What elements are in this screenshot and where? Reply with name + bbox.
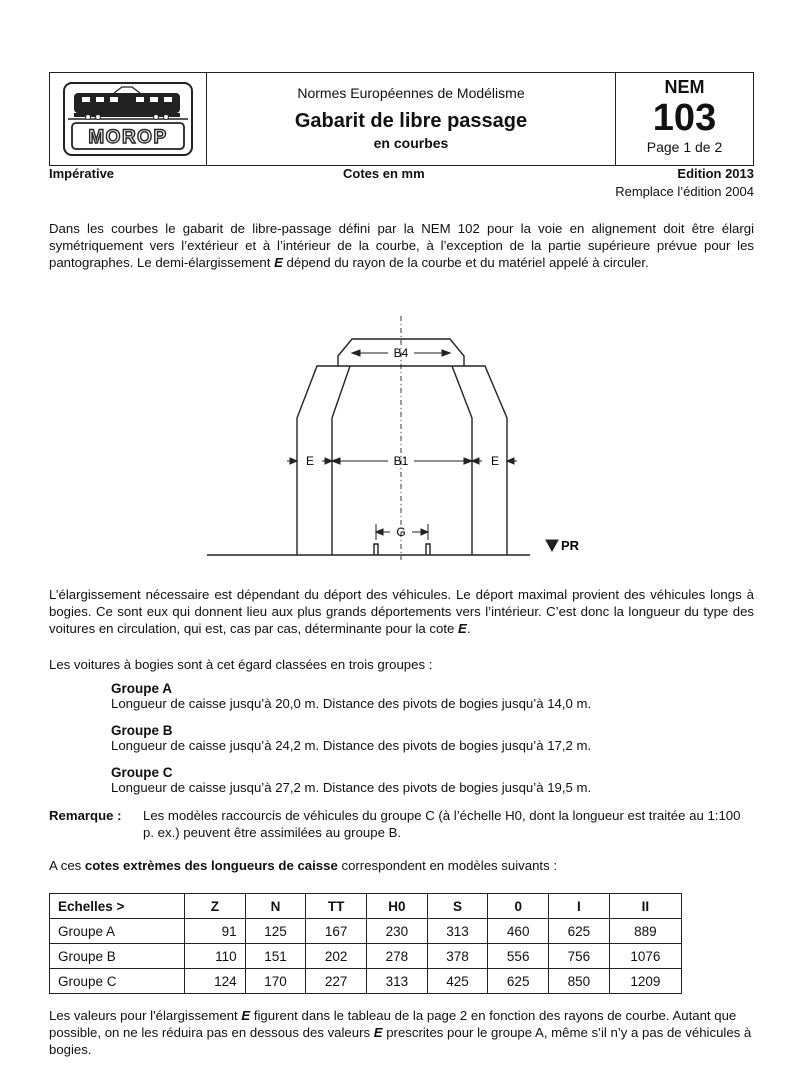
- table-cell: 110: [185, 944, 246, 969]
- table-row: [50, 919, 682, 944]
- table-intro: [49, 857, 754, 874]
- table-cell: 91: [185, 919, 246, 944]
- table-cell: 378: [427, 944, 488, 969]
- clearance-gauge-diagram: [200, 312, 620, 567]
- morop-logo: [50, 73, 207, 165]
- table-header-cell: S: [427, 894, 488, 919]
- status-label: Impérative: [49, 166, 115, 181]
- organization-name: Normes Européennes de Modélisme: [297, 85, 525, 101]
- groups-intro: Les voitures à bogies sont à cet égard classées en trois groupes :: [49, 657, 433, 672]
- replaces-note: Remplace l’édition 2004: [615, 184, 754, 199]
- table-header-cell: Z: [185, 894, 246, 919]
- document-title: Gabarit de libre passage: [294, 110, 528, 132]
- table-cell: 460: [488, 919, 549, 944]
- document-header: [49, 72, 754, 166]
- table-cell: 124: [185, 969, 246, 994]
- table-cell: 151: [245, 944, 306, 969]
- table-row: [50, 969, 682, 994]
- meta-row: [49, 166, 754, 182]
- table-cell: 425: [427, 969, 488, 994]
- table-header-cell: H0: [367, 894, 428, 919]
- table-cell: 125: [245, 919, 306, 944]
- para5-text: Les valeurs pour l'élargissement: [49, 1008, 242, 1023]
- units-label: Cotes en mm: [343, 166, 425, 181]
- table-header-row: [50, 894, 682, 919]
- standard-id-block: [616, 73, 753, 165]
- group-b-text: Longueur de caisse jusqu’à 24,2 m. Distance des pivots de bogies jusqu’à 17,2 m.: [111, 738, 592, 753]
- table-header-cell: 0: [488, 894, 549, 919]
- table-cell: Groupe A: [50, 919, 185, 944]
- group-c-name: Groupe C: [111, 765, 173, 780]
- table-cell: 556: [488, 944, 549, 969]
- locomotive-logo-icon: [62, 81, 194, 157]
- table-cell: 170: [245, 969, 306, 994]
- intro-text-end: dépend du rayon de la courbe et du matériel appelé à circuler.: [282, 255, 649, 270]
- table-cell: 227: [306, 969, 367, 994]
- table-header-cell: II: [609, 894, 681, 919]
- svg-text:MOROP: MOROP: [88, 127, 168, 148]
- b1-label: B1: [393, 454, 409, 468]
- document-subtitle: en courbes: [373, 135, 449, 151]
- para5-text-end: prescrites pour le groupe A, même s’il n’y a pas de véhicules à bogies.: [49, 1025, 752, 1057]
- table-cell: 1076: [609, 944, 681, 969]
- group-b-name: Groupe B: [111, 723, 173, 738]
- nem-number: 103: [652, 97, 717, 139]
- para4-bold: cotes extrèmes des longueurs de caisse: [84, 858, 338, 873]
- table-cell: 278: [367, 944, 428, 969]
- table-cell: 625: [549, 919, 610, 944]
- table-cell: 230: [367, 919, 428, 944]
- para4-text-end: correspondent en modèles suivants :: [337, 858, 557, 873]
- edition-label: Edition 2013: [677, 166, 754, 181]
- para5-e-symbol-2: E: [373, 1025, 383, 1040]
- table-header-cell: N: [245, 894, 306, 919]
- intro-e-symbol: E: [274, 255, 283, 270]
- group-a: [111, 681, 751, 711]
- table-cell: 202: [306, 944, 367, 969]
- remark-text: Les modèles raccourcis de véhicules du groupe C (à l’échelle H0, dont la longueur est traitée au 1:100 p. ex.) peuvent être assimilées au groupe B.: [143, 808, 741, 840]
- remark-label: Remarque :: [49, 808, 122, 823]
- table-cell: Groupe B: [50, 944, 185, 969]
- table-cell: Groupe C: [50, 969, 185, 994]
- table-cell: 625: [488, 969, 549, 994]
- para5-e-symbol: E: [241, 1008, 251, 1023]
- table-cell: 1209: [609, 969, 681, 994]
- b4-label: B4: [393, 346, 409, 360]
- group-c: [111, 765, 751, 795]
- group-a-text: Longueur de caisse jusqu’à 20,0 m. Distance des pivots de bogies jusqu’à 14,0 m.: [111, 696, 592, 711]
- table-cell: 889: [609, 919, 681, 944]
- para2-text-end: .: [466, 621, 471, 636]
- para4-text: A ces: [49, 858, 85, 873]
- table-cell: 313: [427, 919, 488, 944]
- table-cell: 167: [306, 919, 367, 944]
- e-right-label: E: [490, 454, 500, 468]
- group-c-text: Longueur de caisse jusqu’à 27,2 m. Distance des pivots de bogies jusqu’à 19,5 m.: [111, 780, 592, 795]
- scale-length-table: [49, 893, 682, 994]
- pr-label: PR: [561, 538, 580, 553]
- page-info: Page 1 de 2: [646, 139, 723, 155]
- group-a-name: Groupe A: [111, 681, 173, 696]
- nem-label: NEM: [664, 77, 705, 97]
- e-left-label: E: [305, 454, 315, 468]
- table-header-cell: Echelles >: [50, 894, 185, 919]
- table-row: [50, 944, 682, 969]
- table-header-cell: I: [549, 894, 610, 919]
- second-paragraph: [49, 586, 754, 637]
- group-b: [111, 723, 751, 753]
- g-label: G: [396, 525, 406, 539]
- para5-text-mid: figurent dans le tableau de la page 2 en fonction des rayons de courbe. Autant que possible, on ne les réduira pas en dessous des valeurs: [49, 1008, 737, 1040]
- table-cell: 313: [367, 969, 428, 994]
- table-cell: 756: [549, 944, 610, 969]
- table-header-cell: TT: [306, 894, 367, 919]
- intro-paragraph: [49, 220, 754, 271]
- para2-e-symbol: E: [458, 621, 467, 636]
- table-cell: 850: [549, 969, 610, 994]
- closing-paragraph: [49, 1007, 754, 1058]
- intro-text: Dans les courbes le gabarit de libre-passage défini par la NEM 102 pour la voie en alignement doit être élargi symétriquement vers l’extérieur et à l’intérieur de la courbe, à l’exception de la partie supérieure prévue pour les pantographes. Le demi-élargissement: [49, 221, 754, 270]
- para2-text: L’élargissement nécessaire est dépendant du déport des véhicules. Le déport maximal provient des véhicules longs à bogies. Ce sont eux qui donnent lieu aux plus grands déportements vers l’intérieur. C’est donc la longueur du type des voitures en circulation, qui est, cas par cas, déterminante pour la cote: [49, 587, 754, 636]
- title-block: [207, 73, 616, 165]
